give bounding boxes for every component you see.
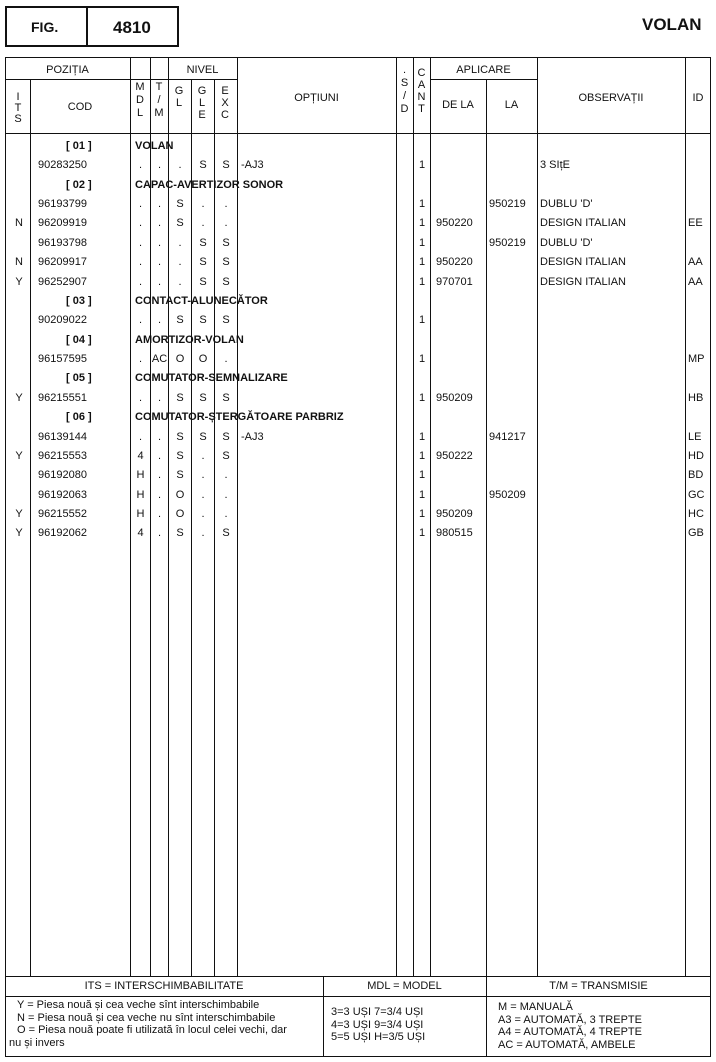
mdl-cell: .	[138, 217, 143, 230]
its-cell: Y	[15, 391, 23, 404]
its-cell: Y	[15, 449, 23, 462]
header-tm: T / M	[154, 81, 164, 119]
tm-cell: .	[157, 217, 162, 230]
la-cell: 950209	[489, 488, 526, 501]
tm-cell: .	[157, 469, 162, 482]
mdl-cell: H	[136, 488, 145, 501]
cod-cell: 96192080	[38, 469, 87, 482]
header-cant: C A N T	[417, 67, 426, 115]
exc-cell: S	[222, 391, 230, 404]
id-cell: HC	[688, 508, 704, 521]
mdl-cell: H	[136, 508, 145, 521]
header-de-la: DE LA	[442, 99, 474, 111]
observatii-cell: DESIGN ITALIAN	[540, 256, 626, 269]
gle-cell: S	[199, 275, 207, 288]
exc-cell: S	[222, 256, 230, 269]
gl-cell: O	[175, 353, 185, 366]
header-cod: COD	[67, 101, 93, 113]
mdl-cell: .	[138, 159, 143, 172]
mdl-cell: .	[138, 236, 143, 249]
tm-cell: .	[157, 314, 162, 327]
its-cell: N	[15, 256, 23, 269]
group-number: [ 06 ]	[66, 411, 92, 424]
cant-cell: 1	[418, 469, 426, 482]
cod-cell: 96215552	[38, 508, 87, 521]
legend-tm-line: A4 = AUTOMATĂ, 4 TREPTE	[498, 1026, 642, 1038]
gle-cell: O	[198, 353, 208, 366]
legend-its-line: O = Piesa nouă poate fi utilizată în locul celei vechi, dar	[17, 1024, 287, 1036]
header-observatii: OBSERVAȚII	[578, 92, 644, 104]
col-line-obs	[685, 57, 686, 976]
legend-tm-title: T/M = TRANSMISIE	[549, 980, 648, 992]
header-its: I T S	[14, 91, 22, 125]
tm-cell: .	[157, 391, 162, 404]
gle-cell: .	[201, 217, 205, 230]
gl-cell: S	[176, 430, 184, 443]
la-cell: 950219	[489, 198, 526, 211]
mdl-cell: .	[138, 353, 143, 366]
col-line-gl	[191, 79, 192, 976]
gl-cell: S	[176, 198, 184, 211]
group-name: COMUTATOR-SEMNALIZARE	[135, 372, 288, 385]
gl-cell: S	[176, 449, 184, 462]
fig-divider	[86, 6, 88, 47]
gle-cell: S	[199, 314, 207, 327]
gl-cell: S	[176, 391, 184, 404]
gl-cell: O	[175, 488, 185, 501]
cant-cell: 1	[418, 508, 426, 521]
tm-cell: .	[157, 256, 162, 269]
tm-cell: .	[157, 527, 162, 540]
col-line-la	[537, 57, 538, 976]
gle-cell: .	[201, 508, 205, 521]
observatii-cell: 3 SIțE	[540, 159, 570, 172]
col-line-optiuni	[396, 57, 397, 976]
cant-cell: 1	[418, 256, 426, 269]
cant-cell: 1	[418, 159, 426, 172]
exc-cell: S	[222, 449, 230, 462]
gl-cell: .	[178, 275, 182, 288]
gl-cell: S	[176, 217, 184, 230]
exc-cell: .	[224, 469, 228, 482]
tm-cell: .	[157, 430, 162, 443]
cod-cell: 96215553	[38, 449, 87, 462]
legend-its-line: N = Piesa nouă și cea veche nu sînt interschimbabile	[17, 1011, 276, 1024]
legend-its-line: Y = Piesa nouă și cea veche sînt interschimbabile	[17, 999, 260, 1011]
mdl-cell: 4	[137, 449, 144, 462]
header-gle: G L E	[197, 85, 207, 121]
tm-cell: .	[157, 159, 162, 172]
its-cell: Y	[15, 508, 23, 521]
exc-cell: S	[222, 236, 230, 249]
gle-cell: .	[201, 488, 205, 501]
group-number: [ 05 ]	[66, 372, 92, 385]
header-bottom-rule	[5, 133, 711, 134]
id-cell: GB	[688, 527, 704, 540]
tm-cell: .	[157, 449, 162, 462]
gl-cell: .	[178, 236, 182, 249]
gl-cell: O	[175, 508, 185, 521]
cod-cell: 96157595	[38, 353, 87, 366]
gle-cell: S	[199, 430, 207, 443]
cant-cell: 1	[418, 353, 426, 366]
group-name: CONTACT-ALUNECĂTOR	[135, 294, 268, 307]
legend-top-rule	[5, 976, 711, 977]
la-cell: 950219	[489, 236, 526, 249]
id-cell: LE	[688, 430, 702, 443]
exc-cell: .	[224, 198, 228, 211]
col-line-tm	[168, 57, 169, 976]
cod-cell: 90209022	[38, 314, 87, 327]
tm-cell: .	[157, 198, 162, 211]
legend-tm-line: M = MANUALĂ	[498, 1001, 573, 1013]
gle-cell: .	[201, 449, 205, 462]
gle-cell: S	[199, 236, 207, 249]
observatii-cell: DESIGN ITALIAN	[540, 275, 626, 288]
exc-cell: S	[222, 159, 230, 172]
cant-cell: 1	[418, 391, 426, 404]
col-line-its	[30, 79, 31, 976]
gle-cell: .	[201, 198, 205, 211]
header-exc: E X C	[221, 85, 229, 121]
id-cell: AA	[688, 256, 703, 269]
tm-cell: .	[157, 236, 162, 249]
group-name: CAPAC-AVERTIZOR SONOR	[135, 178, 284, 191]
group-name: AMORTIZOR-VOLAN	[135, 333, 244, 346]
cod-cell: 96139144	[38, 430, 87, 443]
header-sd: . S / D	[400, 64, 409, 115]
legend-its-line: nu și invers	[9, 1036, 65, 1049]
cod-cell: 96209919	[38, 217, 87, 230]
exc-cell: .	[224, 217, 228, 230]
col-line-exc	[237, 57, 238, 976]
de-la-cell: 950209	[436, 508, 473, 521]
cant-cell: 1	[418, 449, 426, 462]
de-la-cell: 950220	[436, 217, 473, 230]
cant-cell: 1	[418, 430, 426, 443]
its-cell: Y	[15, 527, 23, 540]
legend-its-lines	[9, 999, 287, 1049]
id-cell: BD	[688, 469, 704, 482]
header-aplicare: APLICARE	[456, 64, 511, 76]
de-la-cell: 980515	[436, 527, 473, 540]
id-cell: HD	[688, 449, 704, 462]
group-number: [ 01 ]	[66, 140, 92, 152]
header-optiuni: OPȚIUNI	[294, 92, 339, 104]
mdl-cell: .	[138, 391, 143, 404]
its-cell: N	[15, 217, 23, 230]
tm-cell: .	[157, 275, 162, 288]
exc-cell: .	[224, 353, 228, 366]
cant-cell: 1	[418, 236, 426, 249]
optiuni-cell: -AJ3	[241, 430, 264, 443]
de-la-cell: 970701	[436, 275, 473, 288]
observatii-cell: DUBLU 'D'	[540, 198, 593, 211]
legend-tm-lines	[498, 1001, 642, 1051]
gl-cell: .	[178, 256, 182, 269]
cant-cell: 1	[418, 198, 426, 211]
cod-cell: 96209917	[38, 256, 87, 269]
legend-tm-line: AC = AUTOMATĂ, AMBELE	[498, 1038, 636, 1051]
exc-cell: S	[222, 430, 230, 443]
id-cell: MP	[688, 353, 705, 366]
header-mdl: M D L	[135, 81, 145, 119]
la-cell: 941217	[489, 430, 526, 443]
cant-cell: 1	[418, 275, 426, 288]
cant-cell: 1	[418, 527, 426, 540]
cant-cell: 1	[418, 314, 426, 327]
fig-number: 4810	[113, 18, 151, 37]
aplicare-rule	[430, 79, 537, 80]
mdl-cell: .	[138, 275, 143, 288]
exc-cell: .	[224, 488, 228, 501]
header-mid-rule	[5, 79, 237, 80]
id-cell: HB	[688, 391, 704, 404]
de-la-cell: 950220	[436, 256, 473, 269]
de-la-cell: 950209	[436, 391, 473, 404]
cod-cell: 96193798	[38, 236, 87, 249]
legend-mdl-line: 4=3 UȘI 9=3/4 UȘI	[331, 1018, 424, 1031]
gl-cell: S	[176, 527, 184, 540]
gl-cell: S	[176, 314, 184, 327]
legend-tm-line: A3 = AUTOMATĂ, 3 TREPTE	[498, 1013, 642, 1026]
exc-cell: S	[222, 527, 230, 540]
gle-cell: S	[199, 256, 207, 269]
legend-mdl-lines	[331, 1006, 425, 1044]
optiuni-cell: -AJ3	[241, 159, 264, 172]
legend-its-title: ITS = INTERSCHIMBABILITATE	[84, 980, 244, 992]
mdl-cell: .	[138, 314, 143, 327]
fig-label: FIG.	[31, 19, 59, 35]
cod-cell: 96192062	[38, 527, 87, 540]
observatii-cell: DESIGN ITALIAN	[540, 217, 626, 230]
header-pozitia: POZIȚIA	[46, 64, 89, 76]
mdl-cell: .	[138, 256, 143, 269]
gle-cell: .	[201, 469, 205, 482]
mdl-cell: .	[138, 430, 143, 443]
mdl-cell: .	[138, 198, 143, 211]
cod-cell: 96252907	[38, 275, 87, 288]
gl-cell: .	[178, 159, 182, 172]
cod-cell: 90283250	[38, 159, 87, 172]
id-cell: AA	[688, 275, 703, 288]
cant-cell: 1	[418, 488, 426, 501]
cod-cell: 96193799	[38, 198, 87, 211]
id-cell: EE	[688, 217, 703, 230]
gle-cell: S	[199, 391, 207, 404]
group-number: [ 03 ]	[66, 294, 92, 307]
legend-mdl-title: MDL = MODEL	[367, 980, 442, 992]
gle-cell: .	[201, 527, 205, 540]
page-title: VOLAN	[642, 15, 702, 34]
col-line-gle	[214, 79, 215, 976]
group-name: VOLAN	[135, 140, 174, 152]
exc-cell: S	[222, 314, 230, 327]
tm-cell: AC	[151, 353, 168, 366]
mdl-cell: H	[136, 469, 145, 482]
group-name: COMUTATOR-ȘTERGĂTOARE PARBRIZ	[135, 411, 344, 424]
de-la-cell: 950222	[436, 449, 473, 462]
its-cell: Y	[15, 275, 23, 288]
legend-mdl-line: 5=5 UȘI H=3/5 UȘI	[331, 1031, 426, 1043]
legend-title-rule	[5, 996, 711, 997]
legend-mdl-line: 3=3 UȘI 7=3/4 UȘI	[331, 1006, 424, 1018]
col-line-dela	[486, 79, 487, 976]
cod-cell: 96192063	[38, 488, 87, 501]
header-nivel: NIVEL	[186, 64, 219, 76]
group-number: [ 02 ]	[66, 178, 92, 191]
exc-cell: .	[224, 508, 228, 521]
id-cell: GC	[688, 488, 705, 501]
header-gl: G L	[174, 85, 184, 109]
tm-cell: .	[157, 488, 162, 501]
cod-cell: 96215551	[38, 391, 87, 404]
tm-cell: .	[157, 508, 162, 521]
observatii-cell: DUBLU 'D'	[540, 236, 593, 249]
header-id: ID	[692, 92, 704, 104]
cant-cell: 1	[418, 217, 426, 230]
gle-cell: S	[199, 159, 207, 172]
exc-cell: S	[222, 275, 230, 288]
col-line-cant	[430, 57, 431, 976]
header-la: LA	[504, 99, 519, 111]
mdl-cell: 4	[137, 527, 144, 540]
group-number: [ 04 ]	[66, 333, 92, 346]
gl-cell: S	[176, 469, 184, 482]
